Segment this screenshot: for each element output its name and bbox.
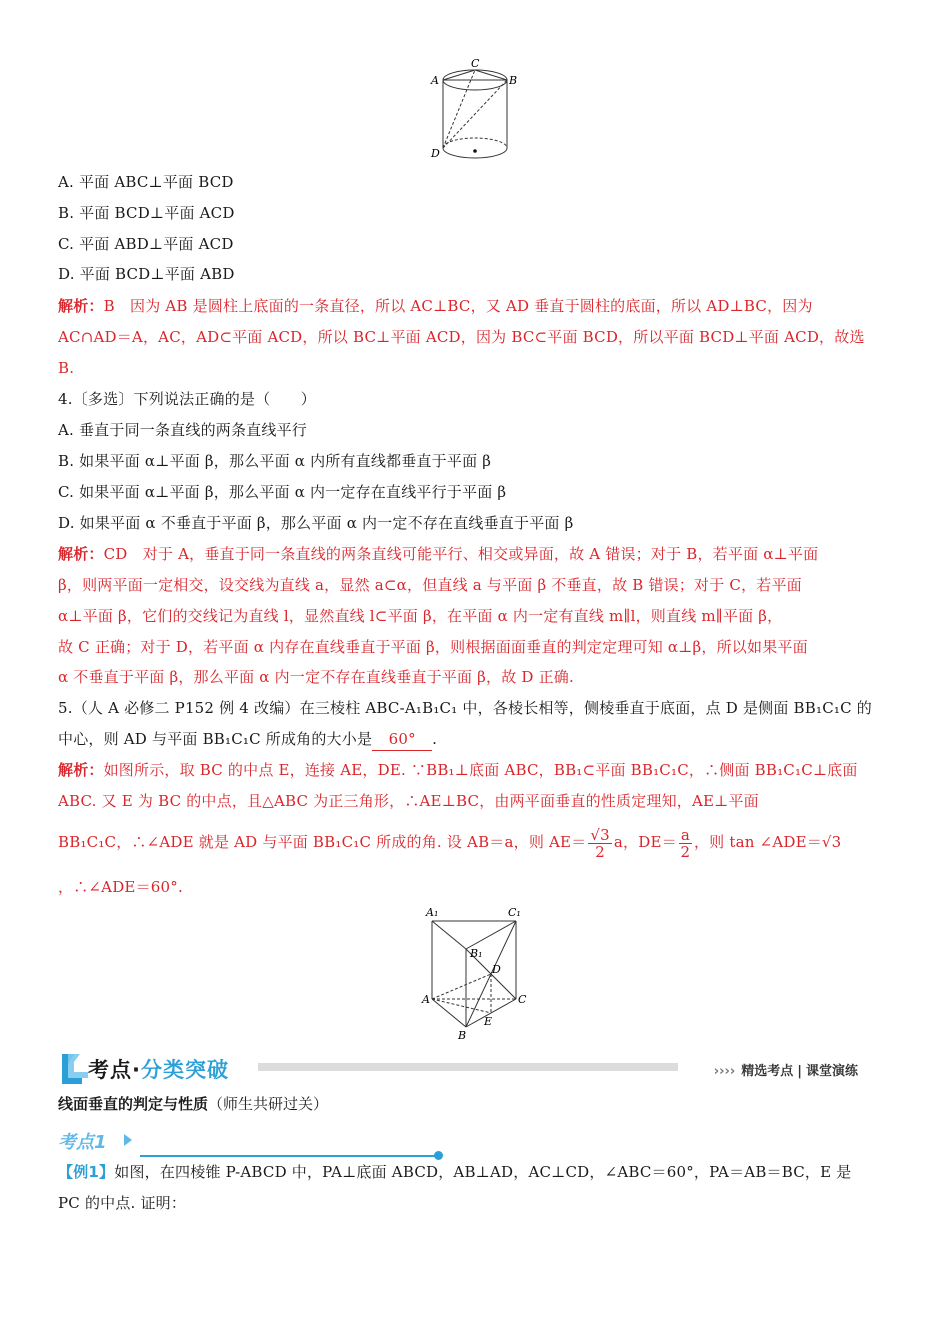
banner-sep: | [797,1064,802,1079]
banner-title-dot: · [132,1058,141,1082]
banner-right [714,1060,858,1079]
q4-analysis-line5: α 不垂直于平面 β，那么平面 α 内一定不存在直线垂直于平面 β，故 D 正确. [58,668,574,686]
analysis-tag: 解析： [58,297,104,315]
fraction-denominator: 2 [595,842,606,861]
section-banner [58,1048,858,1088]
q4-option-b: B. 如果平面 α⊥平面 β，那么平面 α 内所有直线都垂直于平面 β [58,452,492,470]
segment-ad [432,974,491,999]
q4-analysis-line1 [58,543,898,565]
banner-title-b: 分类突破 [140,1058,229,1082]
q3-option-d: D. 平面 BCD⊥平面 ABD [58,265,235,283]
banner-bracket-icon [58,1050,92,1086]
q4-analysis-text1: CD 对于 A，垂直于同一条直线的两条直线可能平行、相交或异面，故 A 错误；对于 B，若平面 α⊥平面 [103,545,819,563]
q4-option-c: C. 如果平面 α⊥平面 β，那么平面 α 内一定存在直线平行于平面 β [58,483,507,501]
q3-option-b: B. 平面 BCD⊥平面 ACD [58,204,235,222]
q5-analysis-text3c: ，则 tan ∠ADE＝√3 [693,833,842,851]
q3-option-a: A. 平面 ABC⊥平面 BCD [58,173,234,191]
q4-option-a: A. 垂直于同一条直线的两条直线平行 [58,421,307,439]
q4-analysis-line3: α⊥平面 β，它们的交线记为直线 l，显然直线 l⊂平面 β，在平面 α 内一定有直线 m∥l，则直线 m∥平面 β， [58,607,783,625]
kaodian-underline [140,1155,438,1157]
bottom-center-dot [473,149,477,153]
q5-analysis-text3a: BB₁C₁C，∴∠ADE 就是 AD 与平面 BB₁C₁C 所成的角. 设 AB＝a，则 AE＝ [58,833,587,851]
q3-analysis-line2: AC∩AD＝A，AC，AD⊂平面 ACD，所以 BC⊥平面 ACD，因为 BC⊂平面 BCD，所以平面 BCD⊥平面 ACD，故选 [58,328,865,346]
segment-dc [443,70,475,148]
banner-right-a: 精选考点 [741,1064,794,1079]
kaodian-dot-icon [434,1151,443,1160]
fraction-a-over-2 [679,827,692,860]
q5-analysis-text3b: a，DE＝ [613,833,677,851]
prism-figure [420,905,532,1045]
label-e: E [484,1015,493,1028]
label-d: D [431,147,440,160]
q5-line2-post: . [432,730,438,748]
q5-analysis-line2: ABC. 又 E 为 BC 的中点，且△ABC 为正三角形，∴AE⊥BC，由两平面垂直的性质定理知，AE⊥平面 [58,792,759,810]
q4-stem: 4.〔多选〕下列说法正确的是（ ） [58,390,316,408]
cylinder-figure [425,58,525,166]
label-a1: A₁ [426,906,439,919]
fraction-numerator: a [680,825,690,844]
analysis-tag: 解析： [58,761,104,779]
banner-title [88,1054,229,1084]
q5-analysis-text1: 如图所示，取 BC 的中点 E，连接 AE，DE. ∵BB₁⊥底面 ABC，BB₁⊂平面 BB₁C₁C，∴侧面 BB₁C₁C⊥底面 [103,761,858,779]
label-c: C [471,58,480,70]
q4-analysis-line2: β，则两平面一定相交，设交线为直线 a，显然 a⊂α，但直线 a 与平面 β 不垂直，故 B 错误；对于 C，若平面 [58,576,802,594]
fraction-numerator: √3 [590,825,610,844]
example1-text1: 如图，在四棱锥 P-ABCD 中，PA⊥底面 ABCD，AB⊥AD，AC⊥CD，∠ABC＝60°，PA＝AB＝BC，E 是 [114,1163,852,1181]
cylinder-bottom-back [443,138,507,148]
q3-analysis-line1 [58,295,898,317]
q5-line2-pre: 中心，则 AD 与平面 BB₁C₁C 所成角的大小是 [58,730,373,748]
label-c1: C₁ [508,906,521,919]
q5-answer-blank: 60° [372,728,432,751]
q3-analysis-text1: B 因为 AB 是圆柱上底面的一条直径，所以 AC⊥BC，又 AD 垂直于圆柱的底面，所以 AD⊥BC，因为 [103,297,813,315]
analysis-tag: 解析： [58,545,104,563]
label-c: C [518,993,527,1006]
example-tag: 【例1】 [58,1163,115,1181]
label-a: A [422,993,430,1006]
banner-right-b: 课堂演练 [805,1064,858,1079]
label-d: D [492,963,501,976]
kaodian-arrow-icon [124,1134,132,1146]
section-title: 线面垂直的判定与性质 [58,1095,209,1113]
q5-line1: 5.（人 A 必修二 P152 例 4 改编）在三棱柱 ABC-A₁B₁C₁ 中，各棱长相等，侧棱垂直于底面，点 D 是侧面 BB₁C₁C 的 [58,699,872,717]
kaodian-label: 考点1 [58,1132,107,1153]
q5-line2 [58,728,898,751]
section-heading [58,1093,328,1115]
banner-title-a: 考点 [88,1058,132,1082]
q3-analysis-line3: B. [58,359,75,377]
section-note: （师生共研过关） [208,1095,329,1113]
q4-option-d: D. 如果平面 α 不垂直于平面 β，那么平面 α 内一定不存在直线垂直于平面 β [58,514,574,532]
banner-gray-bar [258,1063,678,1071]
label-a: A [431,74,439,87]
banner-arrows-icon: ›››› [713,1064,736,1079]
edge-b1-c1 [466,921,516,949]
q4-analysis-line4: 故 C 正确；对于 D，若平面 α 内存在直线垂直于平面 β，则根据面面垂直的判定定理可知 α⊥β，所以如果平面 [58,638,808,656]
q5-analysis-line1 [58,759,898,781]
q3-option-c: C. 平面 ABD⊥平面 ACD [58,235,234,253]
example1-line1 [58,1161,898,1183]
fraction-denominator: 2 [680,842,691,861]
label-b1: B₁ [470,947,483,960]
fraction-sqrt3-over-2 [588,827,612,860]
edge-a1-b1 [432,921,466,949]
q5-analysis-line3 [58,822,898,866]
label-b: B [509,74,518,87]
example1-line2: PC 的中点. 证明： [58,1194,187,1212]
label-b: B [458,1029,467,1042]
q5-analysis-line4: ，∴∠ADE＝60°. [58,878,183,896]
